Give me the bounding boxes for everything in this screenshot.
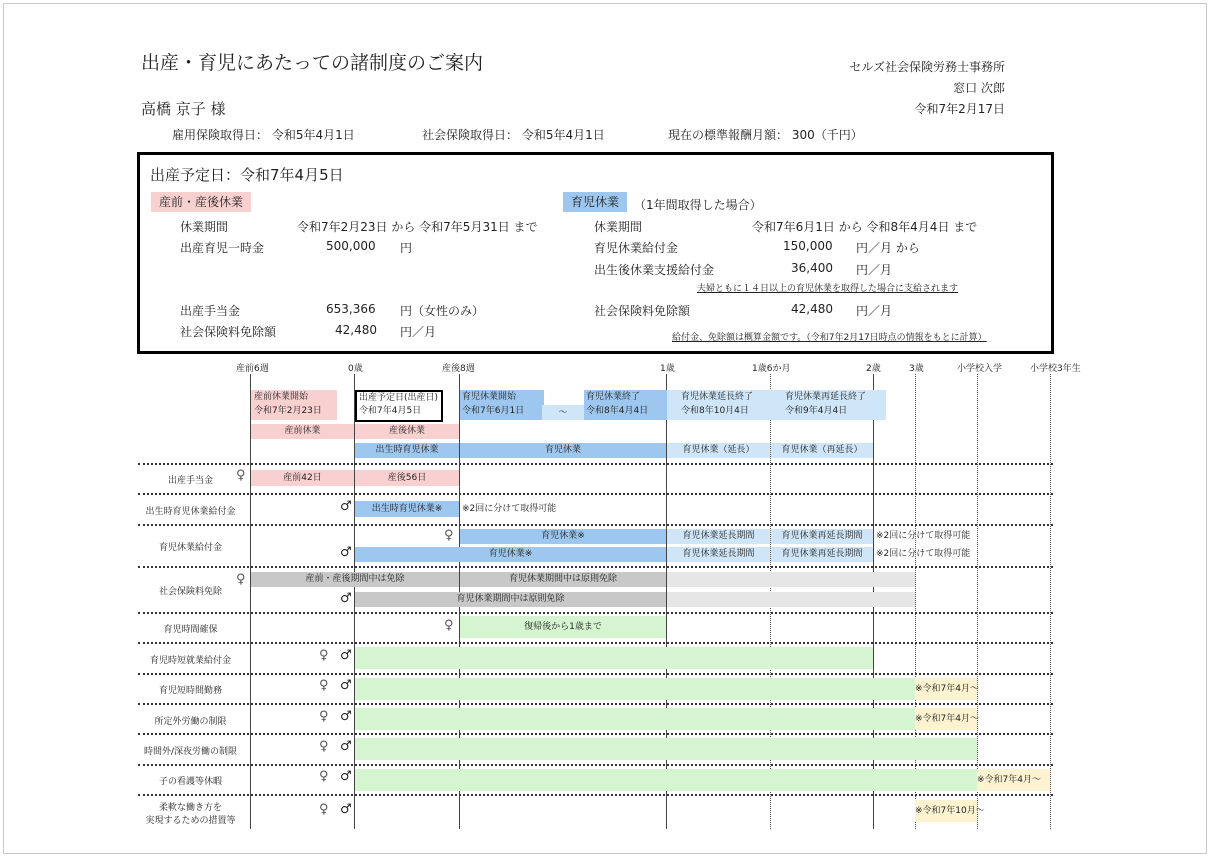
row-divider — [138, 703, 1053, 705]
allowance-label: 出産手当金 — [180, 304, 241, 318]
support-label: 出生後休業支援給付金 — [594, 263, 715, 277]
lump-sum-unit: 円 — [400, 241, 413, 255]
vline — [915, 374, 916, 829]
tick-post8w: 産後8週 — [442, 364, 475, 374]
male-icon: ♂ — [340, 739, 352, 754]
bar-reext: 育児休業（再延長） — [771, 443, 873, 458]
event-ext-end: 育児休業延長終了 令和8年10月4日 — [667, 390, 781, 420]
row-divider — [138, 733, 1053, 735]
tick-1y: 1歳 — [660, 364, 675, 374]
tick-school-3rd: 小学校3年生 — [1030, 364, 1081, 374]
row-label-nursing-leave: 子の看護等休暇 — [158, 777, 222, 787]
bar-childcare-leave: 育児休業 — [460, 443, 666, 458]
bar-ext-m: 育児休業延長期間 — [667, 547, 770, 562]
lump-sum-value: 500,000 — [326, 239, 376, 253]
bar-childcare-benefit-f: 育児休業※ — [460, 529, 666, 544]
bar-ext: 育児休業（延長） — [667, 443, 770, 458]
female-icon: ♀ — [319, 678, 329, 693]
event-tilde: ～ — [542, 405, 584, 420]
male-icon: ♂ — [340, 648, 352, 663]
note-flexible: ※令和7年10月～ — [915, 800, 977, 822]
female-icon: ♀ — [444, 528, 454, 543]
benefit-unit: 円／月 から — [856, 241, 920, 255]
row-divider — [138, 524, 1053, 526]
split-note-2: ※2回に分けて取得可能 — [876, 531, 971, 541]
issue-date: 令和7年2月17日 — [914, 102, 1005, 116]
male-icon: ♂ — [340, 678, 352, 693]
office-name: セルズ社会保険労務士事務所 — [849, 60, 1005, 74]
tick-school-entry: 小学校入学 — [957, 364, 1003, 374]
tick-0y: 0歳 — [348, 364, 363, 374]
tick-3y: 3歳 — [909, 364, 924, 374]
bar-overtime-limit — [355, 708, 915, 730]
bar-birth-leave-benefit: 出生時育児休業※ — [355, 501, 459, 517]
row-label-childcare-time: 育児時間確保 — [163, 625, 218, 635]
vline — [250, 374, 251, 829]
bar-postnatal: 産後休業 — [355, 424, 459, 439]
bar-exempt-ext-m — [667, 592, 915, 607]
tick-pre6w: 産前6週 — [236, 364, 269, 374]
tick-2y: 2歳 — [866, 364, 881, 374]
support-value: 36,400 — [791, 261, 833, 275]
male-icon: ♂ — [340, 802, 352, 817]
row-label-childcare-benefit: 育児休業給付金 — [158, 543, 222, 553]
bar-reext-m: 育児休業再延長期間 — [771, 547, 873, 562]
row-divider — [138, 493, 1053, 495]
vline — [1050, 374, 1051, 829]
bar-short-hours — [355, 678, 915, 700]
row-label-insurance-exempt: 社会保険料免除 — [158, 587, 222, 597]
female-icon: ♀ — [319, 769, 329, 784]
lump-sum-label: 出産育児一時金 — [180, 241, 265, 255]
male-icon: ♂ — [340, 709, 352, 724]
female-icon: ♀ — [319, 709, 329, 724]
bar-exempt-pre: 産前・産後期間中は免除 — [251, 572, 459, 587]
bar-pre42: 産前42日 — [251, 470, 354, 486]
male-icon: ♂ — [340, 769, 352, 784]
support-note: 夫婦ともに１４日以上の育児休業を取得した場合に支給されます — [697, 284, 959, 294]
bar-night-limit — [355, 738, 977, 760]
female-icon: ♀ — [319, 802, 329, 817]
summary-footnote: 給付金、免除額は概算金額です。（令和7年2月17日時点の情報をもとに計算） — [672, 333, 987, 343]
row-label-birth-benefit: 出生時育児休業給付金 — [145, 507, 236, 517]
row-divider — [138, 463, 1053, 465]
staff-name: 窓口 次郎 — [953, 81, 1005, 95]
tick-1y6m: 1歳6か月 — [752, 364, 791, 374]
bar-exempt-ext-f — [667, 572, 915, 587]
bar-reext-f: 育児休業再延長期間 — [771, 529, 873, 544]
right-period-value: 令和7年6月1日 から 令和8年4月4日 まで — [752, 220, 978, 234]
row-divider — [138, 794, 1053, 796]
bar-return: 復帰後から1歳まで — [460, 616, 666, 638]
allowance-unit: 円（女性のみ） — [400, 304, 485, 318]
row-label-flexible: 柔軟な働き方を 実現するための措置等 — [145, 803, 236, 826]
right-exempt-label: 社会保険料免除額 — [594, 304, 691, 318]
event-leave-start: 育児休業開始 令和7年6月1日 — [460, 390, 544, 420]
bar-childcare-benefit-m: 育児休業※ — [355, 547, 666, 562]
social-insurance-date: 社会保険取得日： 令和5年4月1日 — [422, 128, 605, 142]
right-period-label: 休業期間 — [594, 220, 643, 234]
event-reext-end: 育児休業再延長終了 令和9年4月4日 — [771, 390, 886, 420]
row-label-allowance: 出産手当金 — [167, 476, 213, 486]
row-label-overtime-limit: 所定外労働の制限 — [154, 717, 227, 727]
benefit-value: 150,000 — [783, 239, 833, 253]
note-overtime-limit: ※令和7年4月～ — [915, 708, 977, 730]
page-title: 出産・育児にあたっての諸制度のご案内 — [141, 52, 484, 74]
bar-prenatal: 産前休業 — [251, 424, 354, 439]
support-unit: 円／月 — [856, 263, 893, 277]
bar-ext-f: 育児休業延長期間 — [667, 529, 770, 544]
note-nursing-leave: ※令和7年4月～ — [977, 769, 1050, 791]
maternity-leave-tag: 産前・産後休業 — [151, 192, 251, 212]
row-divider — [138, 612, 1053, 614]
standard-pay: 現在の標準報酬月額： 300（千円） — [668, 128, 863, 142]
note-short-hours: ※令和7年4月～ — [915, 678, 977, 700]
row-divider — [138, 673, 1053, 675]
row-divider — [138, 642, 1053, 644]
split-note-3: ※2回に分けて取得可能 — [876, 549, 971, 559]
bar-post56: 産後56日 — [355, 470, 459, 486]
bar-exempt-leave-m: 育児休業期間中は原則免除 — [355, 592, 666, 607]
female-icon: ♀ — [236, 468, 246, 483]
due-date: 出産予定日：令和7年4月5日 — [150, 166, 344, 184]
event-prenatal-start: 産前休業開始 令和7年2月23日 — [251, 390, 337, 420]
left-period-value: 令和7年2月23日 から 令和7年5月31日 まで — [297, 220, 538, 234]
employment-insurance-date: 雇用保険取得日： 令和5年4月1日 — [172, 128, 355, 142]
allowance-value: 653,366 — [326, 302, 376, 316]
left-exempt-value: 42,480 — [335, 323, 377, 337]
benefit-label: 育児休業給付金 — [594, 241, 679, 255]
female-icon: ♀ — [319, 648, 329, 663]
left-exempt-unit: 円／月 — [400, 325, 437, 339]
bar-short-work-benefit — [355, 647, 873, 669]
female-icon: ♀ — [444, 618, 454, 633]
right-exempt-value: 42,480 — [791, 302, 833, 316]
event-due-date: 出産予定日(出産日) 令和7年4月5日 — [355, 390, 443, 422]
bar-nursing-leave — [355, 769, 977, 791]
row-label-night-limit: 時間外/深夜労働の制限 — [143, 747, 238, 757]
row-divider — [138, 764, 1053, 766]
recipient-name: 高橋 京子 様 — [141, 100, 226, 118]
male-icon: ♂ — [340, 545, 352, 560]
vline — [977, 374, 978, 829]
event-leave-end: 育児休業終了 令和8年4月4日 — [584, 390, 668, 420]
split-note: ※2回に分けて取得可能 — [462, 504, 557, 514]
female-icon: ♀ — [236, 572, 246, 587]
childcare-leave-tag: 育児休業 — [563, 192, 627, 212]
bar-exempt-leave-f: 育児休業期間中は原則免除 — [460, 572, 666, 587]
male-icon: ♂ — [340, 591, 352, 606]
bar-birth-leave: 出生時育児休業 — [355, 443, 459, 458]
right-exempt-unit: 円／月 — [856, 304, 893, 318]
male-icon: ♂ — [340, 499, 352, 514]
left-exempt-label: 社会保険料免除額 — [180, 325, 277, 339]
row-label-short-work-benefit: 育児時短就業給付金 — [149, 656, 231, 666]
row-divider — [138, 566, 1053, 568]
childcare-leave-note: （1年間取得した場合） — [634, 198, 762, 212]
row-label-short-hours: 育児短時間勤務 — [158, 686, 222, 696]
female-icon: ♀ — [319, 739, 329, 754]
left-period-label: 休業期間 — [180, 220, 229, 234]
